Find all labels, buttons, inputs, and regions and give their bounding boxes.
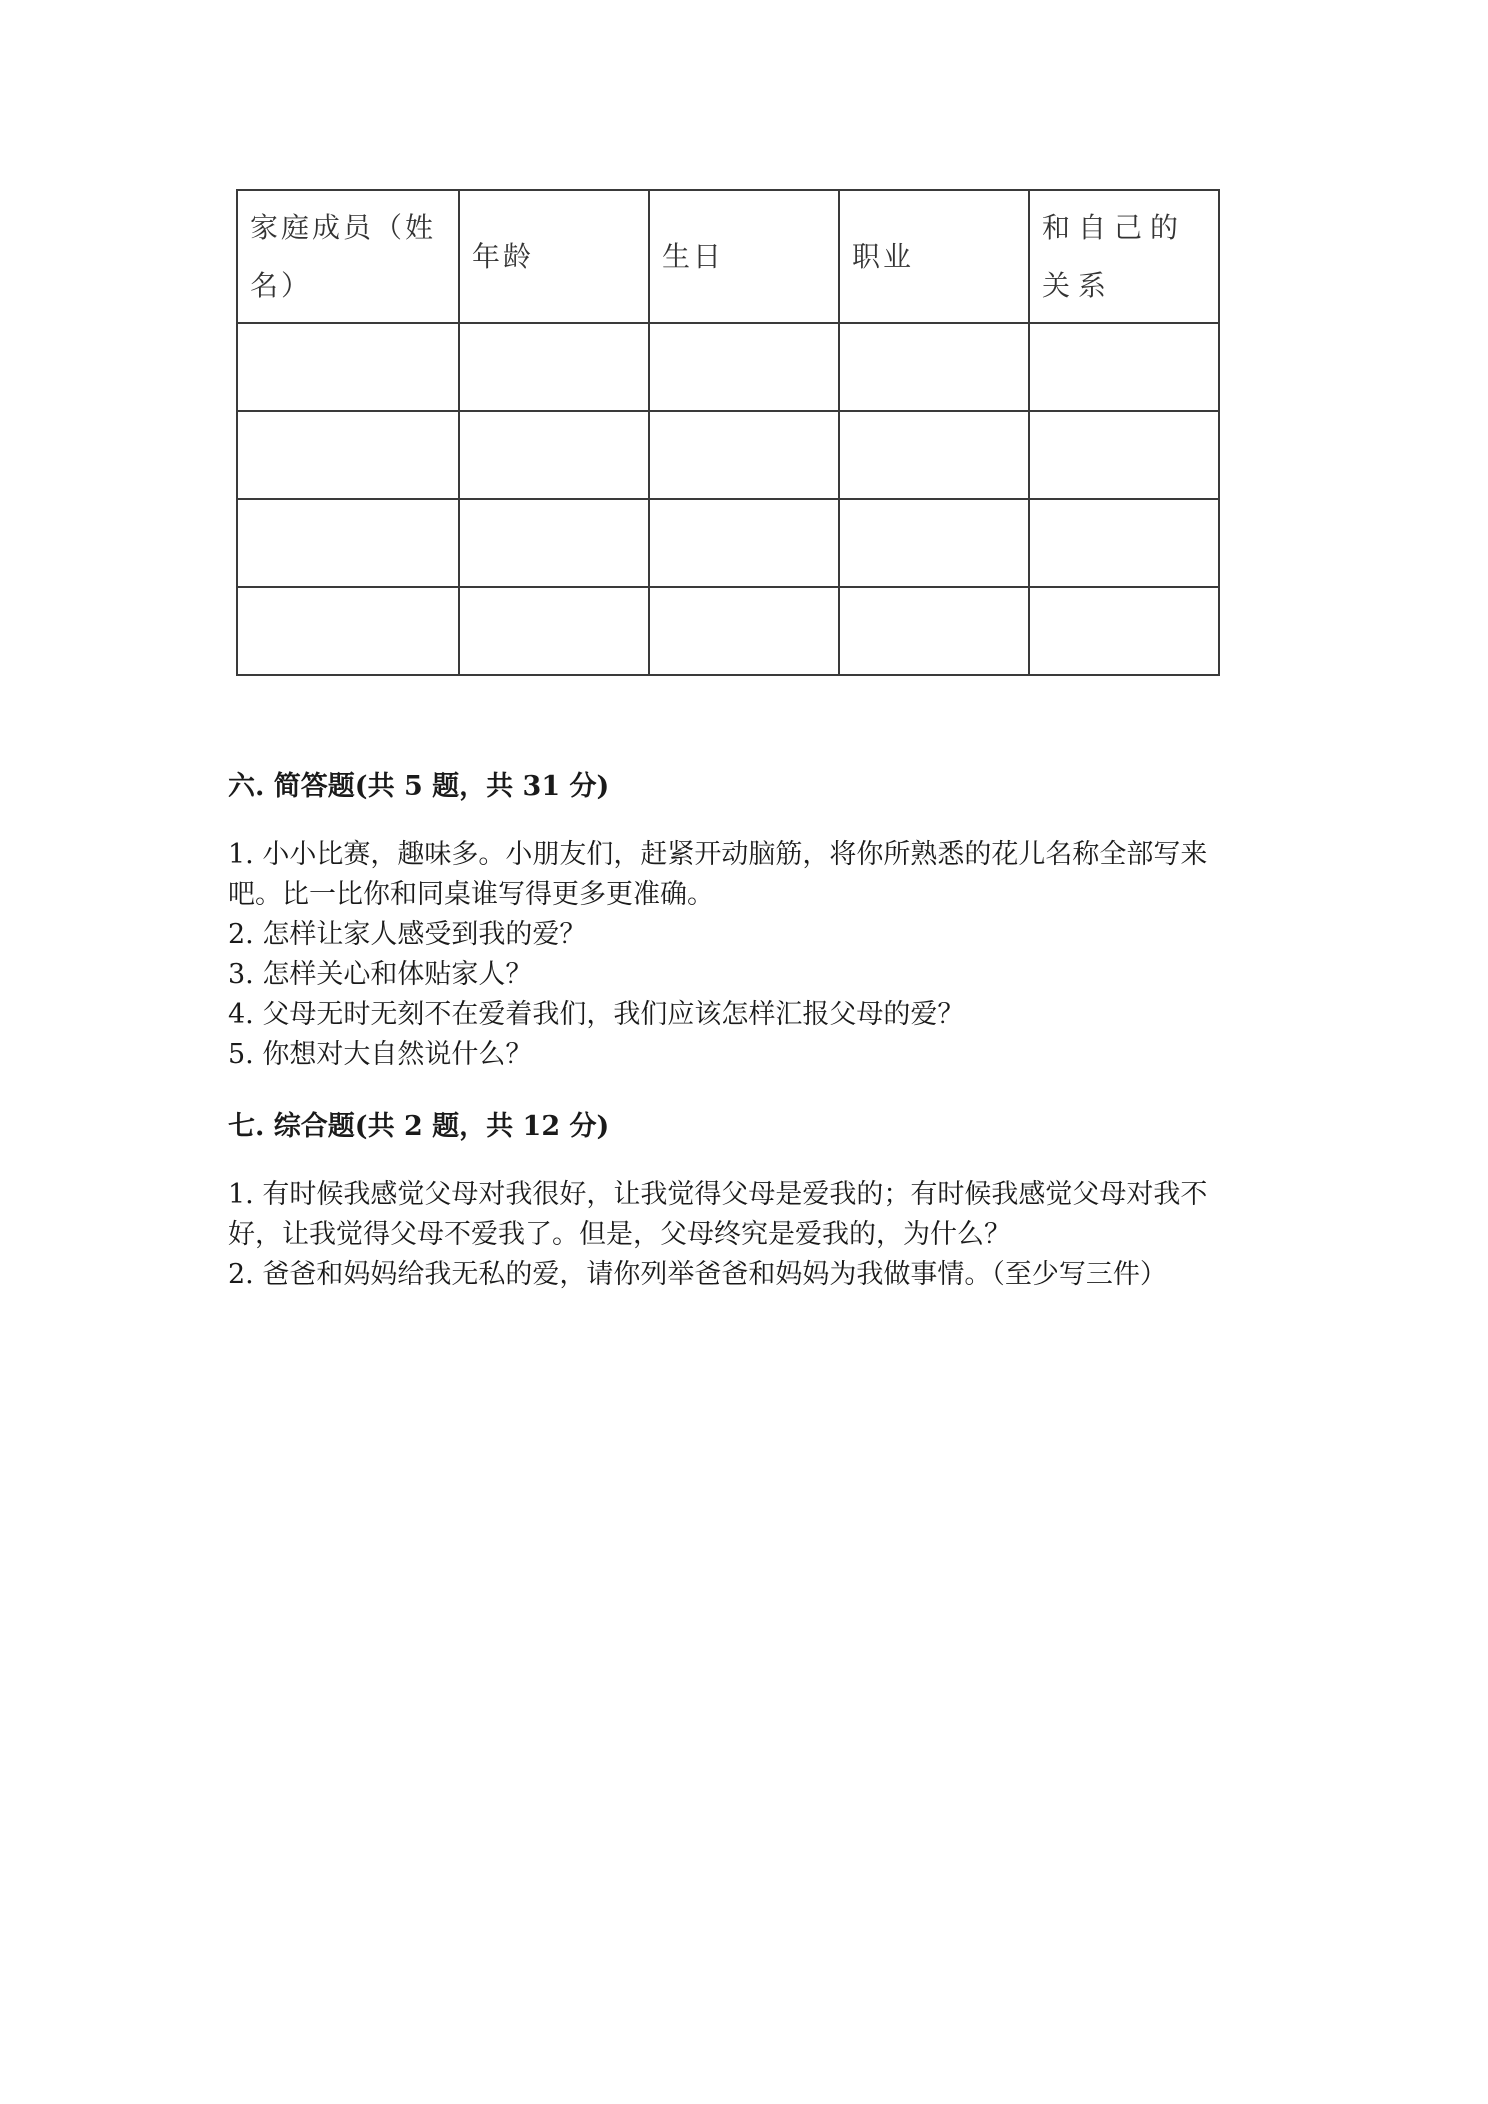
question-list [228, 835, 1258, 1075]
table-cell[interactable] [649, 587, 839, 675]
table-cell[interactable] [459, 411, 649, 499]
table-cell[interactable] [1029, 323, 1219, 411]
question-item: 4. 父母无时无刻不在爱着我们，我们应该怎样汇报父母的爱？ [228, 999, 965, 1030]
table-cell[interactable] [1029, 499, 1219, 587]
question-item: 2. 爸爸和妈妈给我无私的爱，请你列举爸爸和妈妈为我做事情。（至少写三件） [228, 1259, 1167, 1290]
table-cell[interactable] [649, 411, 839, 499]
table-cell[interactable] [649, 499, 839, 587]
question-item: 2. 怎样让家人感受到我的爱？ [228, 919, 587, 950]
table-cell[interactable] [237, 587, 459, 675]
table-cell[interactable] [1029, 411, 1219, 499]
header-family-member: 家庭成员（姓名） [237, 190, 459, 323]
table-cell[interactable] [237, 323, 459, 411]
table-cell[interactable] [839, 499, 1029, 587]
comprehensive-section [228, 1107, 1258, 1295]
question-list [228, 1175, 1258, 1295]
table-cell[interactable] [459, 499, 649, 587]
table-cell[interactable] [649, 323, 839, 411]
question-item: 3. 怎样关心和体贴家人？ [228, 959, 533, 990]
table-cell[interactable] [237, 499, 459, 587]
table-cell[interactable] [459, 323, 649, 411]
table-row [237, 323, 1219, 411]
header-relationship: 和自己的关系 [1029, 190, 1219, 323]
table-row [237, 411, 1219, 499]
family-members-table [236, 189, 1220, 676]
question-item: 5. 你想对大自然说什么？ [228, 1039, 533, 1070]
header-occupation: 职业 [839, 190, 1029, 323]
table-cell[interactable] [839, 323, 1029, 411]
header-age: 年龄 [459, 190, 649, 323]
section-title: 六. 简答题(共 5 题，共 31 分) [228, 771, 610, 802]
table-cell[interactable] [839, 587, 1029, 675]
short-answer-section [228, 767, 1258, 1075]
question-item: 1. 小小比赛，趣味多。小朋友们，赶紧开动脑筋，将你所熟悉的花儿名称全部写来吧。比一比你和同桌谁写得更多更准确。 [228, 839, 1208, 910]
table-cell[interactable] [1029, 587, 1219, 675]
table-cell[interactable] [237, 411, 459, 499]
section-title: 七. 综合题(共 2 题，共 12 分) [228, 1111, 610, 1142]
table-header-row [237, 190, 1219, 323]
table-cell[interactable] [839, 411, 1029, 499]
header-birthday: 生日 [649, 190, 839, 323]
table-cell[interactable] [459, 587, 649, 675]
table-row [237, 499, 1219, 587]
table-row [237, 587, 1219, 675]
question-item: 1. 有时候我感觉父母对我很好，让我觉得父母是爱我的；有时候我感觉父母对我不好，让我觉得父母不爱我了。但是，父母终究是爱我的，为什么？ [228, 1179, 1208, 1250]
